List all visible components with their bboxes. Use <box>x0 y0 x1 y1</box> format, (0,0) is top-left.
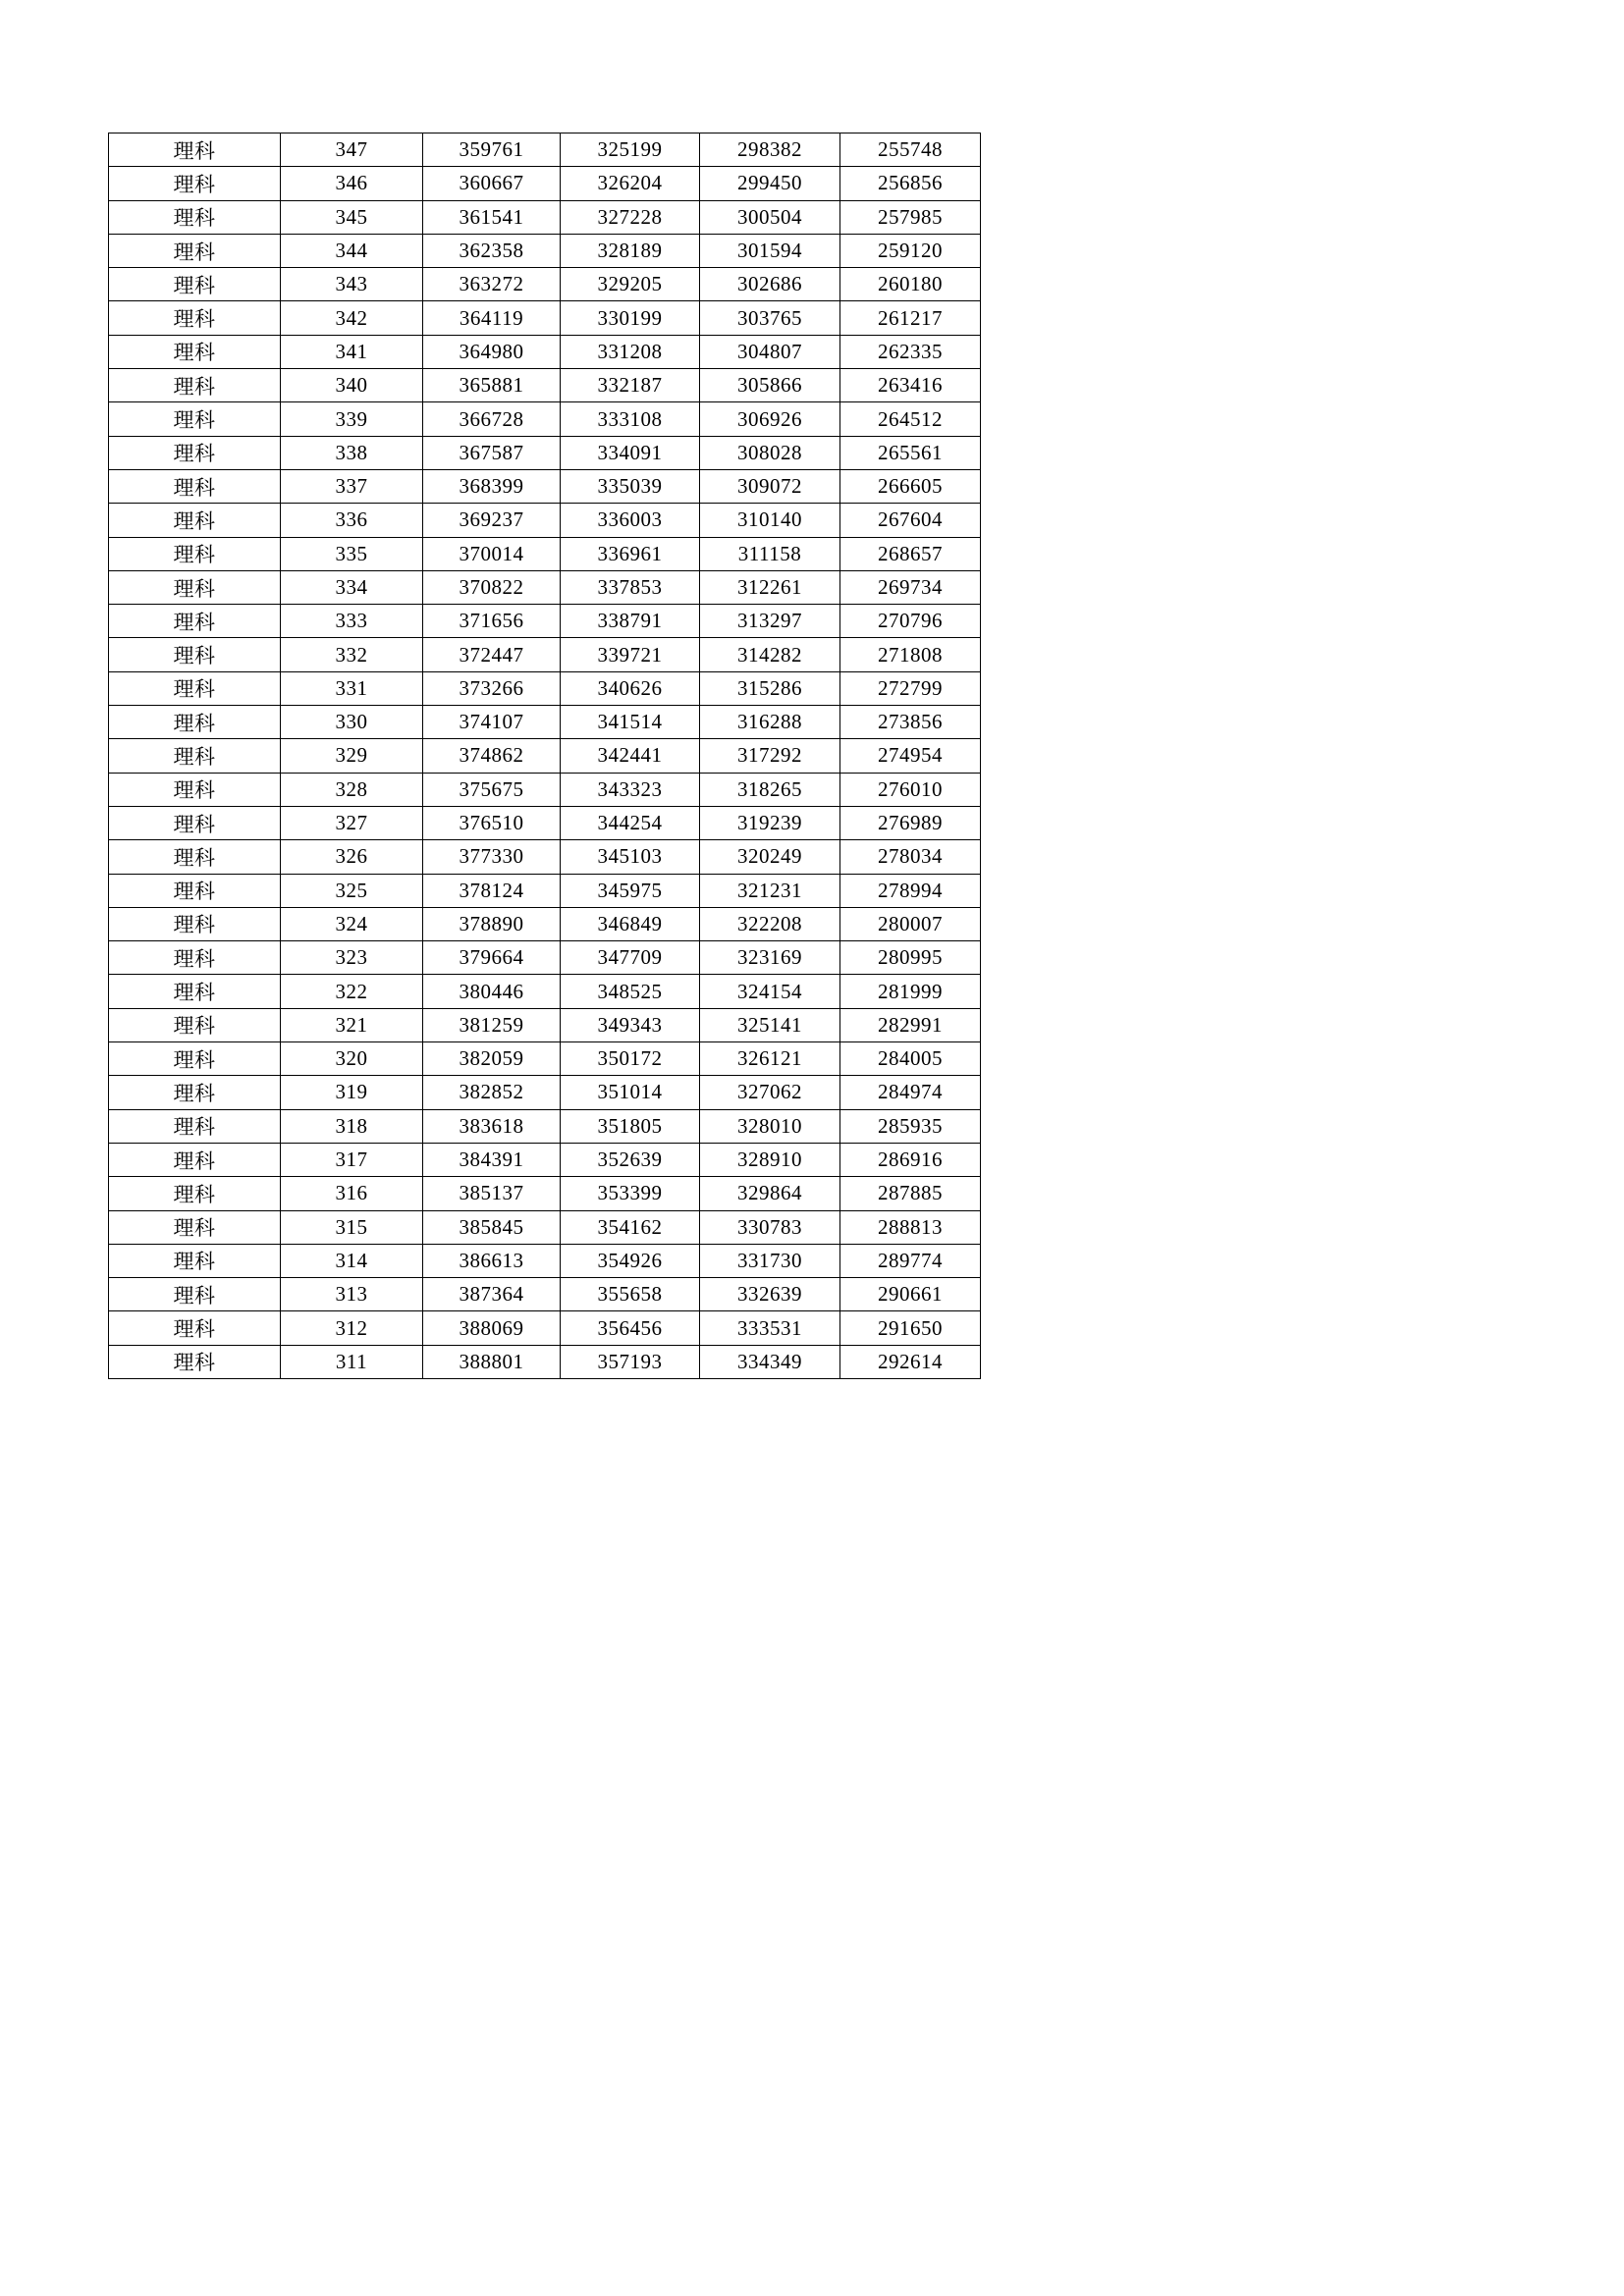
category-cell: 理科 <box>109 907 281 940</box>
score-cell: 313 <box>281 1278 423 1311</box>
count-cell-1: 374107 <box>423 706 561 739</box>
count-cell-1: 364980 <box>423 335 561 368</box>
count-cell-3: 320249 <box>700 840 840 874</box>
count-cell-3: 312261 <box>700 570 840 604</box>
count-cell-2: 330199 <box>561 301 700 335</box>
count-cell-1: 362358 <box>423 234 561 267</box>
count-cell-4: 284005 <box>840 1042 981 1076</box>
count-cell-1: 359761 <box>423 133 561 167</box>
count-cell-2: 327228 <box>561 200 700 234</box>
category-cell: 理科 <box>109 1210 281 1244</box>
count-cell-4: 265561 <box>840 436 981 469</box>
category-cell: 理科 <box>109 1143 281 1176</box>
score-cell: 319 <box>281 1076 423 1109</box>
count-cell-4: 276010 <box>840 773 981 806</box>
count-cell-1: 370014 <box>423 537 561 570</box>
category-cell: 理科 <box>109 504 281 537</box>
count-cell-1: 367587 <box>423 436 561 469</box>
score-cell: 321 <box>281 1008 423 1041</box>
score-cell: 343 <box>281 268 423 301</box>
table-row <box>109 1076 981 1109</box>
count-cell-3: 327062 <box>700 1076 840 1109</box>
table-row <box>109 638 981 671</box>
count-cell-2: 349343 <box>561 1008 700 1041</box>
count-cell-4: 285935 <box>840 1109 981 1143</box>
category-cell: 理科 <box>109 537 281 570</box>
score-cell: 333 <box>281 605 423 638</box>
count-cell-2: 345103 <box>561 840 700 874</box>
count-cell-4: 266605 <box>840 469 981 503</box>
count-cell-1: 365881 <box>423 369 561 402</box>
count-cell-3: 321231 <box>700 874 840 907</box>
count-cell-3: 334349 <box>700 1345 840 1378</box>
count-cell-2: 336003 <box>561 504 700 537</box>
count-cell-1: 385137 <box>423 1177 561 1210</box>
count-cell-3: 325141 <box>700 1008 840 1041</box>
score-cell: 328 <box>281 773 423 806</box>
count-cell-3: 326121 <box>700 1042 840 1076</box>
score-cell: 312 <box>281 1311 423 1345</box>
count-cell-4: 263416 <box>840 369 981 402</box>
score-cell: 346 <box>281 167 423 200</box>
count-cell-1: 386613 <box>423 1244 561 1277</box>
count-cell-4: 257985 <box>840 200 981 234</box>
score-cell: 324 <box>281 907 423 940</box>
score-cell: 323 <box>281 941 423 975</box>
count-cell-3: 332639 <box>700 1278 840 1311</box>
table-row <box>109 1109 981 1143</box>
count-cell-3: 315286 <box>700 671 840 705</box>
count-cell-2: 335039 <box>561 469 700 503</box>
count-cell-1: 382852 <box>423 1076 561 1109</box>
count-cell-3: 319239 <box>700 806 840 839</box>
count-cell-2: 342441 <box>561 739 700 773</box>
count-cell-4: 276989 <box>840 806 981 839</box>
count-cell-1: 378890 <box>423 907 561 940</box>
count-cell-2: 326204 <box>561 167 700 200</box>
count-cell-1: 360667 <box>423 167 561 200</box>
count-cell-1: 380446 <box>423 975 561 1008</box>
count-cell-2: 328189 <box>561 234 700 267</box>
count-cell-4: 269734 <box>840 570 981 604</box>
category-cell: 理科 <box>109 739 281 773</box>
count-cell-3: 324154 <box>700 975 840 1008</box>
category-cell: 理科 <box>109 402 281 436</box>
count-cell-4: 262335 <box>840 335 981 368</box>
count-cell-4: 287885 <box>840 1177 981 1210</box>
count-cell-3: 305866 <box>700 369 840 402</box>
count-cell-1: 372447 <box>423 638 561 671</box>
table-row <box>109 133 981 167</box>
count-cell-4: 261217 <box>840 301 981 335</box>
category-cell: 理科 <box>109 605 281 638</box>
table-row <box>109 975 981 1008</box>
count-cell-3: 317292 <box>700 739 840 773</box>
score-cell: 345 <box>281 200 423 234</box>
category-cell: 理科 <box>109 706 281 739</box>
count-cell-3: 328010 <box>700 1109 840 1143</box>
count-cell-1: 378124 <box>423 874 561 907</box>
count-cell-1: 374862 <box>423 739 561 773</box>
score-cell: 342 <box>281 301 423 335</box>
score-cell: 314 <box>281 1244 423 1277</box>
count-cell-1: 379664 <box>423 941 561 975</box>
score-cell: 316 <box>281 1177 423 1210</box>
score-cell: 331 <box>281 671 423 705</box>
table-row <box>109 706 981 739</box>
score-cell: 317 <box>281 1143 423 1176</box>
category-cell: 理科 <box>109 638 281 671</box>
score-cell: 320 <box>281 1042 423 1076</box>
count-cell-1: 388069 <box>423 1311 561 1345</box>
score-cell: 318 <box>281 1109 423 1143</box>
count-cell-3: 302686 <box>700 268 840 301</box>
count-cell-2: 329205 <box>561 268 700 301</box>
table-row <box>109 335 981 368</box>
count-cell-3: 330783 <box>700 1210 840 1244</box>
count-cell-4: 256856 <box>840 167 981 200</box>
count-cell-1: 375675 <box>423 773 561 806</box>
table-row <box>109 469 981 503</box>
table-row <box>109 234 981 267</box>
category-cell: 理科 <box>109 773 281 806</box>
count-cell-1: 381259 <box>423 1008 561 1041</box>
count-cell-2: 337853 <box>561 570 700 604</box>
category-cell: 理科 <box>109 806 281 839</box>
category-cell: 理科 <box>109 167 281 200</box>
score-cell: 337 <box>281 469 423 503</box>
category-cell: 理科 <box>109 570 281 604</box>
count-cell-4: 280995 <box>840 941 981 975</box>
table-row <box>109 941 981 975</box>
count-cell-3: 306926 <box>700 402 840 436</box>
table-row <box>109 1244 981 1277</box>
count-cell-2: 350172 <box>561 1042 700 1076</box>
category-cell: 理科 <box>109 1177 281 1210</box>
category-cell: 理科 <box>109 1311 281 1345</box>
count-cell-4: 255748 <box>840 133 981 167</box>
count-cell-2: 338791 <box>561 605 700 638</box>
score-cell: 332 <box>281 638 423 671</box>
count-cell-1: 377330 <box>423 840 561 874</box>
table-row <box>109 1311 981 1345</box>
table-row <box>109 570 981 604</box>
count-cell-2: 325199 <box>561 133 700 167</box>
table-row <box>109 806 981 839</box>
count-cell-4: 272799 <box>840 671 981 705</box>
count-cell-4: 288813 <box>840 1210 981 1244</box>
count-cell-3: 314282 <box>700 638 840 671</box>
table-row <box>109 200 981 234</box>
count-cell-2: 336961 <box>561 537 700 570</box>
count-cell-3: 310140 <box>700 504 840 537</box>
count-cell-3: 331730 <box>700 1244 840 1277</box>
count-cell-2: 343323 <box>561 773 700 806</box>
count-cell-1: 376510 <box>423 806 561 839</box>
count-cell-1: 366728 <box>423 402 561 436</box>
score-cell: 341 <box>281 335 423 368</box>
count-cell-4: 271808 <box>840 638 981 671</box>
count-cell-4: 281999 <box>840 975 981 1008</box>
count-cell-2: 356456 <box>561 1311 700 1345</box>
count-cell-3: 303765 <box>700 301 840 335</box>
count-cell-2: 355658 <box>561 1278 700 1311</box>
table-row <box>109 1278 981 1311</box>
count-cell-4: 264512 <box>840 402 981 436</box>
category-cell: 理科 <box>109 1008 281 1041</box>
count-cell-4: 278994 <box>840 874 981 907</box>
count-cell-1: 364119 <box>423 301 561 335</box>
count-cell-4: 267604 <box>840 504 981 537</box>
count-cell-3: 300504 <box>700 200 840 234</box>
count-cell-1: 384391 <box>423 1143 561 1176</box>
table-row <box>109 840 981 874</box>
count-cell-4: 274954 <box>840 739 981 773</box>
score-cell: 327 <box>281 806 423 839</box>
count-cell-3: 311158 <box>700 537 840 570</box>
count-cell-2: 333108 <box>561 402 700 436</box>
category-cell: 理科 <box>109 1042 281 1076</box>
score-cell: 330 <box>281 706 423 739</box>
count-cell-4: 292614 <box>840 1345 981 1378</box>
count-cell-4: 273856 <box>840 706 981 739</box>
count-cell-2: 354162 <box>561 1210 700 1244</box>
count-cell-3: 328910 <box>700 1143 840 1176</box>
count-cell-1: 368399 <box>423 469 561 503</box>
category-cell: 理科 <box>109 1076 281 1109</box>
count-cell-3: 301594 <box>700 234 840 267</box>
category-cell: 理科 <box>109 369 281 402</box>
count-cell-4: 290661 <box>840 1278 981 1311</box>
count-cell-4: 291650 <box>840 1311 981 1345</box>
count-cell-1: 385845 <box>423 1210 561 1244</box>
category-cell: 理科 <box>109 133 281 167</box>
count-cell-3: 322208 <box>700 907 840 940</box>
category-cell: 理科 <box>109 436 281 469</box>
table-row <box>109 1008 981 1041</box>
table-row <box>109 167 981 200</box>
count-cell-1: 369237 <box>423 504 561 537</box>
table-row <box>109 504 981 537</box>
table-row <box>109 1210 981 1244</box>
score-cell: 315 <box>281 1210 423 1244</box>
table-row <box>109 537 981 570</box>
category-cell: 理科 <box>109 1244 281 1277</box>
count-cell-2: 351805 <box>561 1109 700 1143</box>
count-cell-2: 344254 <box>561 806 700 839</box>
category-cell: 理科 <box>109 200 281 234</box>
count-cell-2: 347709 <box>561 941 700 975</box>
score-cell: 311 <box>281 1345 423 1378</box>
count-cell-3: 313297 <box>700 605 840 638</box>
count-cell-3: 309072 <box>700 469 840 503</box>
count-cell-4: 268657 <box>840 537 981 570</box>
count-cell-3: 323169 <box>700 941 840 975</box>
category-cell: 理科 <box>109 268 281 301</box>
count-cell-4: 270796 <box>840 605 981 638</box>
count-cell-2: 357193 <box>561 1345 700 1378</box>
category-cell: 理科 <box>109 840 281 874</box>
category-cell: 理科 <box>109 469 281 503</box>
score-cell: 329 <box>281 739 423 773</box>
table-row <box>109 907 981 940</box>
count-cell-1: 388801 <box>423 1345 561 1378</box>
score-cell: 340 <box>281 369 423 402</box>
count-cell-2: 332187 <box>561 369 700 402</box>
score-cell: 347 <box>281 133 423 167</box>
score-cell: 322 <box>281 975 423 1008</box>
score-cell: 338 <box>281 436 423 469</box>
category-cell: 理科 <box>109 941 281 975</box>
count-cell-3: 304807 <box>700 335 840 368</box>
table-row <box>109 402 981 436</box>
table-row <box>109 1177 981 1210</box>
category-cell: 理科 <box>109 874 281 907</box>
table-row <box>109 739 981 773</box>
count-cell-4: 280007 <box>840 907 981 940</box>
count-cell-1: 382059 <box>423 1042 561 1076</box>
category-cell: 理科 <box>109 234 281 267</box>
count-cell-3: 316288 <box>700 706 840 739</box>
table-row <box>109 671 981 705</box>
table-row <box>109 605 981 638</box>
count-cell-4: 286916 <box>840 1143 981 1176</box>
category-cell: 理科 <box>109 975 281 1008</box>
table-row <box>109 436 981 469</box>
count-cell-4: 282991 <box>840 1008 981 1041</box>
count-cell-1: 373266 <box>423 671 561 705</box>
count-cell-4: 260180 <box>840 268 981 301</box>
score-cell: 334 <box>281 570 423 604</box>
score-cell: 344 <box>281 234 423 267</box>
count-cell-3: 329864 <box>700 1177 840 1210</box>
table-row <box>109 773 981 806</box>
count-cell-2: 354926 <box>561 1244 700 1277</box>
score-table <box>108 133 981 1379</box>
count-cell-3: 308028 <box>700 436 840 469</box>
category-cell: 理科 <box>109 1345 281 1378</box>
count-cell-4: 259120 <box>840 234 981 267</box>
table-row <box>109 1143 981 1176</box>
count-cell-4: 289774 <box>840 1244 981 1277</box>
count-cell-2: 339721 <box>561 638 700 671</box>
table-row <box>109 1042 981 1076</box>
category-cell: 理科 <box>109 335 281 368</box>
score-cell: 339 <box>281 402 423 436</box>
category-cell: 理科 <box>109 671 281 705</box>
count-cell-1: 387364 <box>423 1278 561 1311</box>
count-cell-2: 346849 <box>561 907 700 940</box>
count-cell-1: 363272 <box>423 268 561 301</box>
count-cell-2: 345975 <box>561 874 700 907</box>
count-cell-1: 361541 <box>423 200 561 234</box>
category-cell: 理科 <box>109 1278 281 1311</box>
count-cell-1: 370822 <box>423 570 561 604</box>
score-cell: 335 <box>281 537 423 570</box>
count-cell-1: 383618 <box>423 1109 561 1143</box>
table-row <box>109 369 981 402</box>
count-cell-3: 318265 <box>700 773 840 806</box>
count-cell-4: 284974 <box>840 1076 981 1109</box>
table-row <box>109 1345 981 1378</box>
table-row <box>109 268 981 301</box>
count-cell-2: 334091 <box>561 436 700 469</box>
count-cell-2: 348525 <box>561 975 700 1008</box>
count-cell-2: 331208 <box>561 335 700 368</box>
score-cell: 336 <box>281 504 423 537</box>
score-cell: 325 <box>281 874 423 907</box>
count-cell-3: 333531 <box>700 1311 840 1345</box>
count-cell-2: 351014 <box>561 1076 700 1109</box>
score-cell: 326 <box>281 840 423 874</box>
table-row <box>109 301 981 335</box>
count-cell-4: 278034 <box>840 840 981 874</box>
count-cell-3: 298382 <box>700 133 840 167</box>
category-cell: 理科 <box>109 301 281 335</box>
count-cell-2: 340626 <box>561 671 700 705</box>
table-row <box>109 874 981 907</box>
count-cell-1: 371656 <box>423 605 561 638</box>
count-cell-2: 341514 <box>561 706 700 739</box>
count-cell-2: 352639 <box>561 1143 700 1176</box>
score-table-body <box>109 133 981 1379</box>
count-cell-2: 353399 <box>561 1177 700 1210</box>
count-cell-3: 299450 <box>700 167 840 200</box>
category-cell: 理科 <box>109 1109 281 1143</box>
